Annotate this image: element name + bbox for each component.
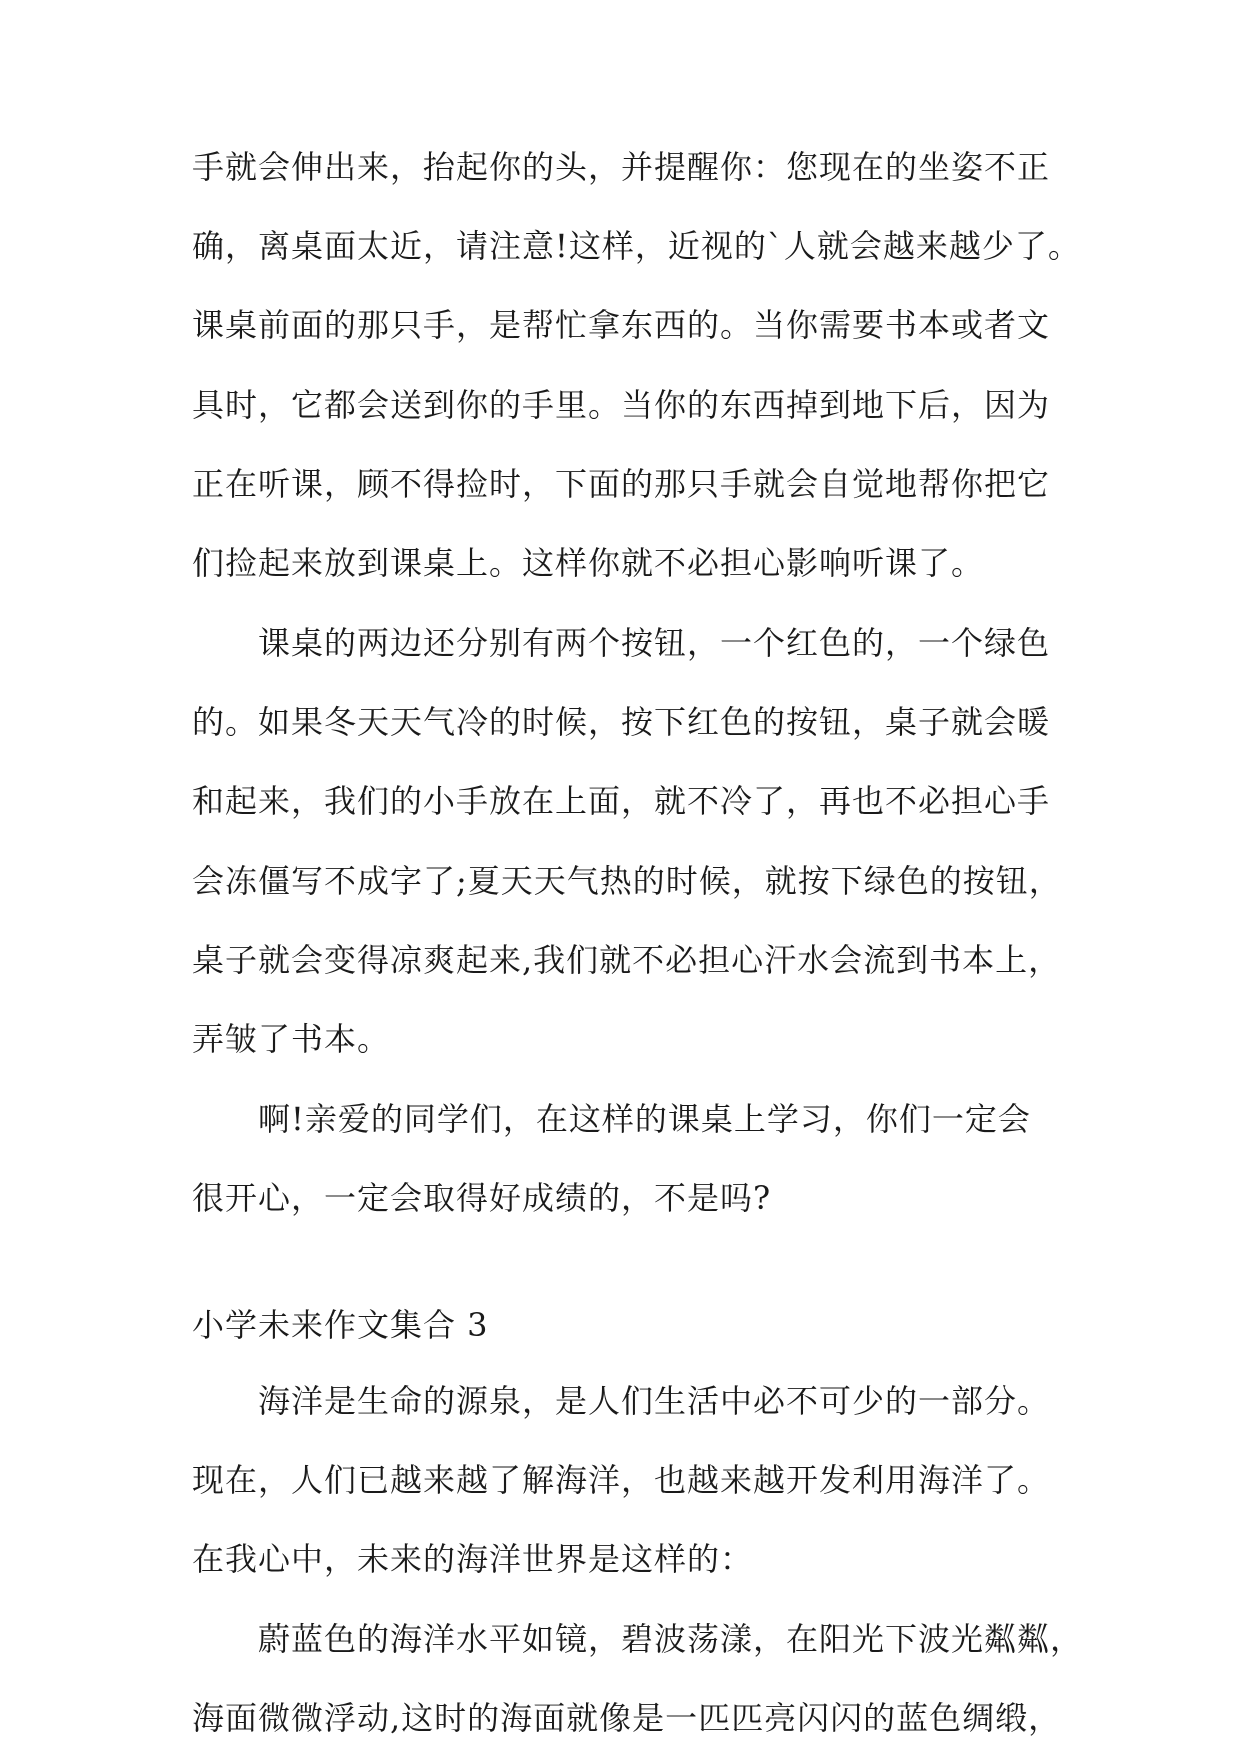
- section-heading: 小学未来作文集合 3: [192, 1306, 489, 1344]
- text-line: 桌子就会变得凉爽起来,我们就不必担心汗水会流到书本上，: [192, 941, 1062, 979]
- text-line: 具时，它都会送到你的手里。当你的东西掉到地下后，因为: [192, 386, 1051, 424]
- text-line: 弄皱了书本。: [192, 1020, 391, 1058]
- text-line: 很开心，一定会取得好成绩的，不是吗?: [192, 1179, 772, 1217]
- text-line: 啊!亲爱的同学们，在这样的课桌上学习，你们一定会: [258, 1100, 1031, 1138]
- text-line: 海面微微浮动,这时的海面就像是一匹匹亮闪闪的蓝色绸缎，: [192, 1699, 1062, 1737]
- text-line: 手就会伸出来，抬起你的头，并提醒你：您现在的坐姿不正: [192, 148, 1051, 186]
- text-line: 课桌前面的那只手，是帮忙拿东西的。当你需要书本或者文: [192, 306, 1051, 344]
- text-line: 在我心中，未来的海洋世界是这样的：: [192, 1540, 754, 1578]
- text-line: 蔚蓝色的海洋水平如镜，碧波荡漾，在阳光下波光粼粼，: [258, 1620, 1084, 1658]
- text-line: 的。如果冬天天气冷的时候，按下红色的按钮，桌子就会暖: [192, 703, 1051, 741]
- text-line: 会冻僵写不成字了;夏天天气热的时候，就按下绿色的按钮，: [192, 862, 1062, 900]
- text-line: 现在，人们已越来越了解海洋，也越来越开发利用海洋了。: [192, 1461, 1051, 1499]
- text-line: 和起来，我们的小手放在上面，就不冷了，再也不必担心手: [192, 782, 1051, 820]
- text-line: 们捡起来放到课桌上。这样你就不必担心影响听课了。: [192, 544, 985, 582]
- text-line: 海洋是生命的源泉，是人们生活中必不可少的一部分。: [258, 1382, 1051, 1420]
- text-line: 课桌的两边还分别有两个按钮，一个红色的，一个绿色: [258, 624, 1051, 662]
- text-line: 确，离桌面太近，请注意!这样，近视的`人就会越来越少了。: [192, 227, 1081, 265]
- text-line: 正在听课，顾不得捡时，下面的那只手就会自觉地帮你把它: [192, 465, 1051, 503]
